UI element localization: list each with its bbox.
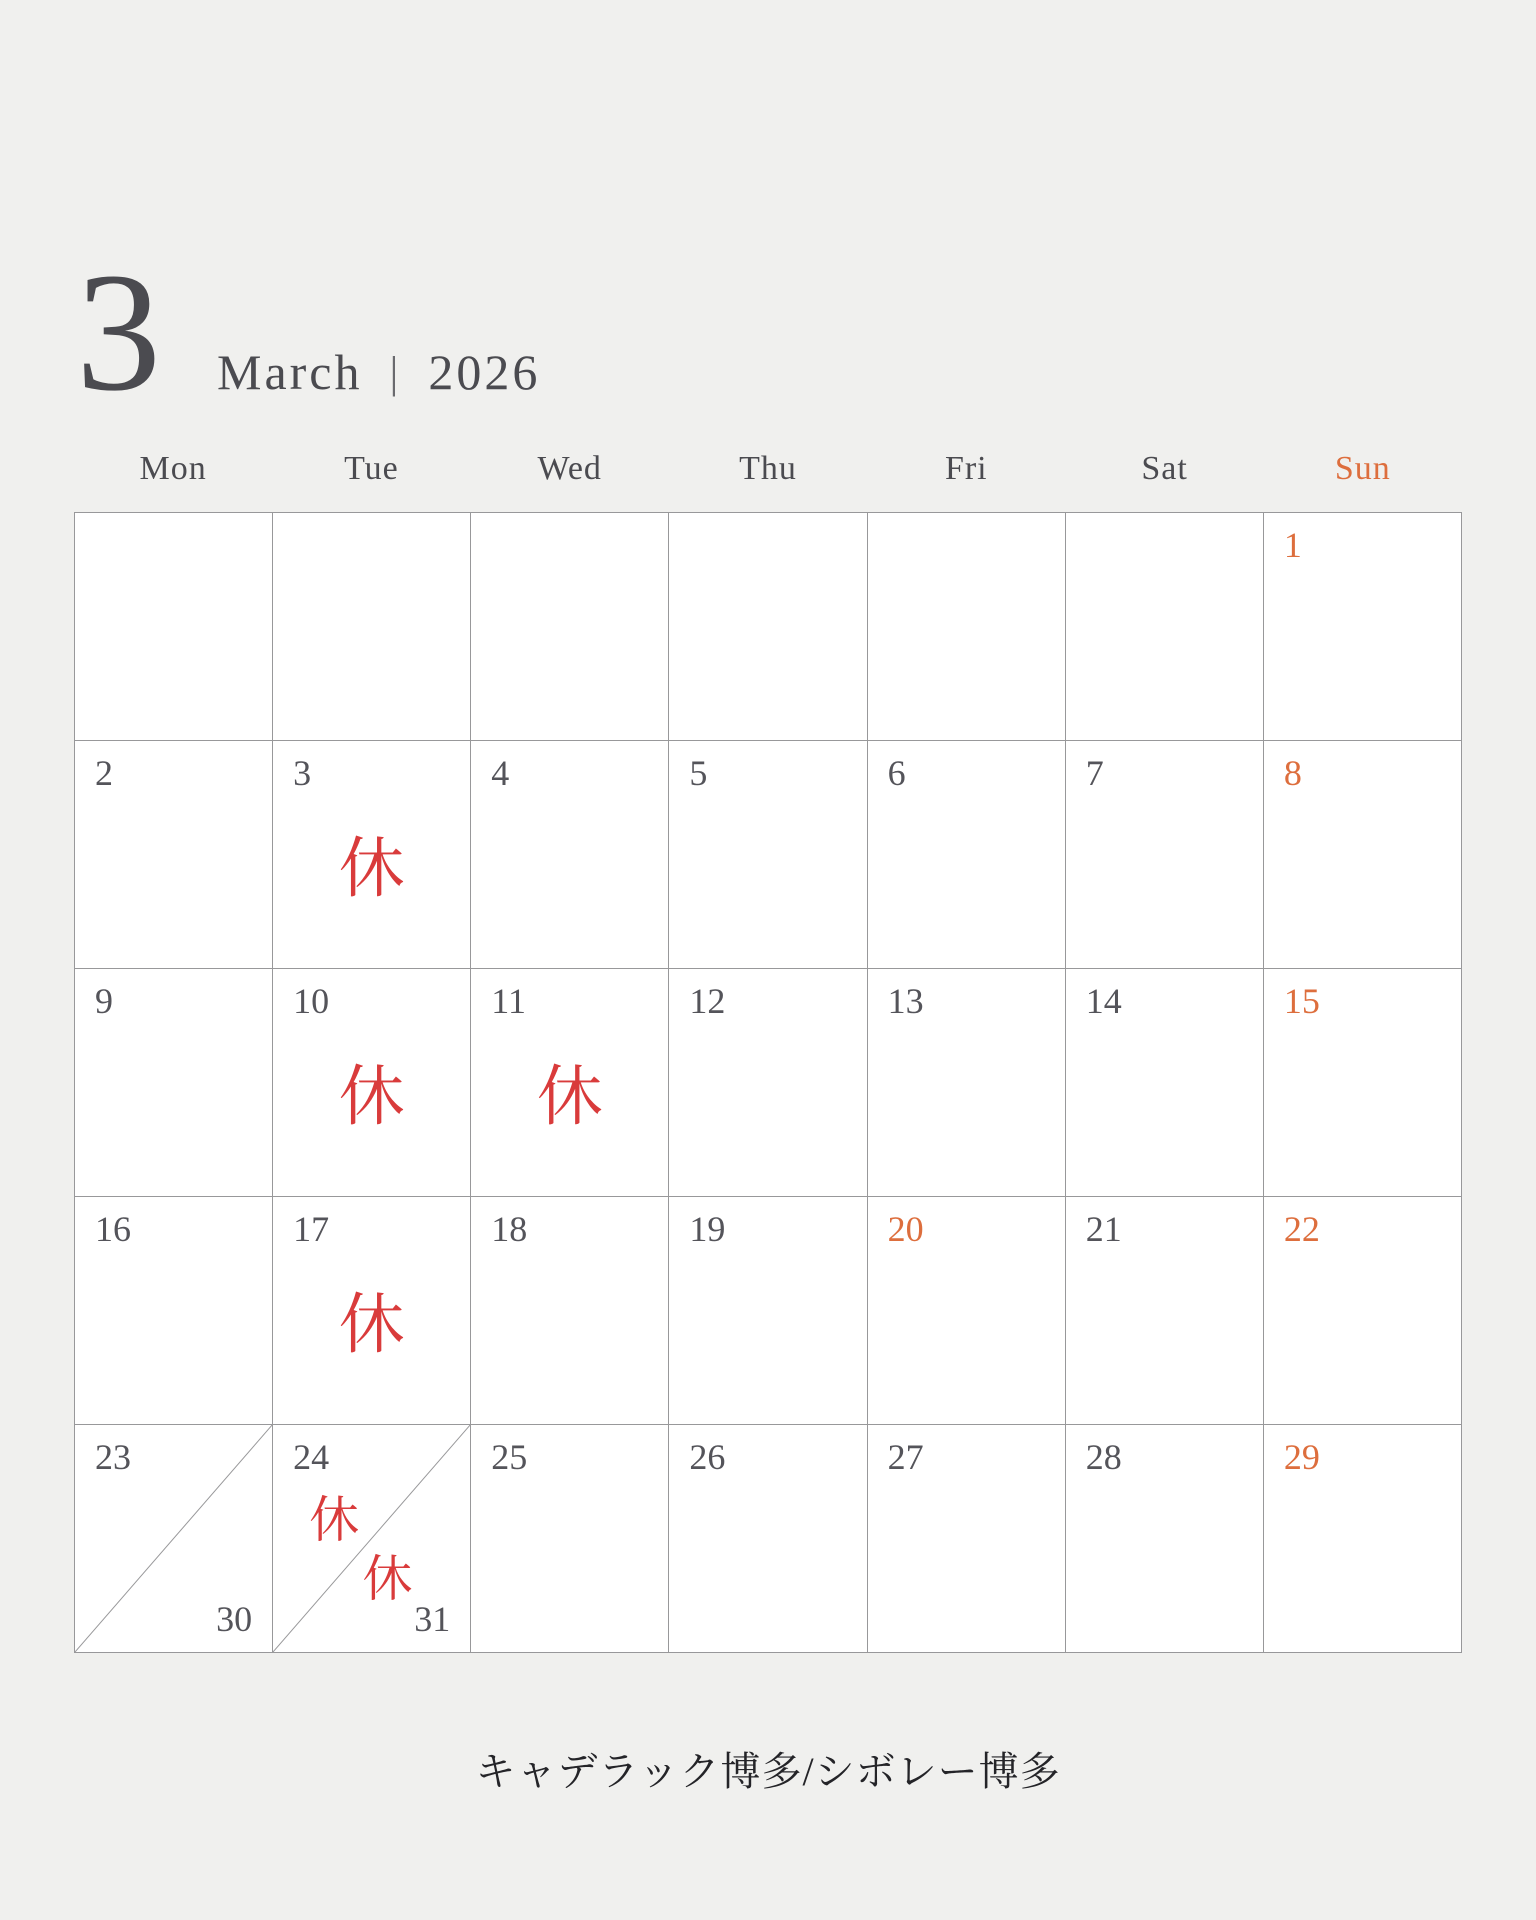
calendar-cell-7 xyxy=(1066,741,1264,969)
calendar-cell-5 xyxy=(669,741,867,969)
calendar-grid xyxy=(74,512,1462,1653)
date-label: 9 xyxy=(95,981,113,1021)
calendar-cell-empty xyxy=(868,513,1066,741)
calendar-cell-empty xyxy=(1066,513,1264,741)
weekday-label-mon: Mon xyxy=(139,450,207,487)
calendar-cell-20 xyxy=(868,1197,1066,1425)
calendar-cell-empty xyxy=(471,513,669,741)
month-name: March xyxy=(217,344,363,400)
date-label: 25 xyxy=(491,1437,528,1477)
calendar-cell-9 xyxy=(75,969,273,1197)
calendar-cell-13 xyxy=(868,969,1066,1197)
date-label: 17 xyxy=(293,1209,330,1249)
closed-marker: 休 xyxy=(309,1492,360,1549)
calendar-cell-14 xyxy=(1066,969,1264,1197)
calendar-cell-23 xyxy=(75,1425,273,1653)
calendar-cell-25 xyxy=(471,1425,669,1653)
calendar-cell-empty xyxy=(273,513,471,741)
weekday-header-row xyxy=(74,452,1462,486)
dealer-name: キャデラック博多/シボレー博多 xyxy=(475,1749,1061,1794)
calendar-cell-28 xyxy=(1066,1425,1264,1653)
month-header xyxy=(76,238,541,426)
date-label: 3 xyxy=(293,753,312,793)
date-label: 20 xyxy=(887,1209,924,1249)
date-label-secondary: 30 xyxy=(216,1599,253,1640)
date-label: 24 xyxy=(293,1437,330,1477)
date-label: 21 xyxy=(1085,1209,1122,1249)
date-label: 12 xyxy=(689,981,726,1021)
calendar-cell-2 xyxy=(75,741,273,969)
date-label: 1 xyxy=(1283,525,1302,565)
closed-marker: 休 xyxy=(338,1289,405,1363)
month-subtitle xyxy=(217,343,540,401)
date-label: 27 xyxy=(887,1437,924,1477)
weekday-label-sat: Sat xyxy=(1141,450,1188,487)
calendar-cell-18 xyxy=(471,1197,669,1425)
year-label: 2026 xyxy=(428,344,541,400)
closed-marker: 休 xyxy=(536,1061,603,1135)
calendar-cell-11 xyxy=(471,969,669,1197)
date-label: 15 xyxy=(1283,981,1320,1021)
calendar-cell-22 xyxy=(1264,1197,1462,1425)
calendar-cell-17 xyxy=(273,1197,471,1425)
calendar-cell-26 xyxy=(669,1425,867,1653)
calendar-cell-24 xyxy=(273,1425,471,1653)
closed-marker: 休 xyxy=(338,1061,405,1135)
date-label: 13 xyxy=(887,981,924,1021)
calendar-cell-27 xyxy=(868,1425,1066,1653)
closed-marker: 休 xyxy=(362,1551,413,1608)
calendar-cell-10 xyxy=(273,969,471,1197)
date-label: 5 xyxy=(689,753,708,793)
calendar-cell-4 xyxy=(471,741,669,969)
calendar-cell-3 xyxy=(273,741,471,969)
date-label: 2 xyxy=(95,753,113,793)
closed-marker: 休 xyxy=(338,833,405,907)
calendar-cell-16 xyxy=(75,1197,273,1425)
header-divider: | xyxy=(389,348,402,397)
page-footer xyxy=(0,1740,1536,1797)
calendar-cell-1 xyxy=(1264,513,1462,741)
date-label: 10 xyxy=(293,981,330,1021)
date-label: 23 xyxy=(95,1437,131,1477)
calendar-cell-12 xyxy=(669,969,867,1197)
date-label: 11 xyxy=(491,981,526,1021)
weekday-label-wed: Wed xyxy=(537,450,602,487)
date-label: 8 xyxy=(1283,753,1302,793)
weekday-label-thu: Thu xyxy=(739,450,797,487)
date-label: 6 xyxy=(887,753,906,793)
date-label: 22 xyxy=(1283,1209,1320,1249)
calendar-cell-empty xyxy=(75,513,273,741)
weekday-label-fri: Fri xyxy=(944,450,988,487)
date-label-secondary: 31 xyxy=(414,1599,451,1640)
calendar-cell-19 xyxy=(669,1197,867,1425)
date-label: 18 xyxy=(491,1209,528,1249)
date-label: 28 xyxy=(1085,1437,1122,1477)
weekday-label-sun: Sun xyxy=(1334,450,1391,487)
calendar-cell-21 xyxy=(1066,1197,1264,1425)
calendar-cell-29 xyxy=(1264,1425,1462,1653)
date-label: 7 xyxy=(1085,753,1104,793)
calendar-cell-8 xyxy=(1264,741,1462,969)
date-label: 16 xyxy=(95,1209,131,1249)
date-label: 19 xyxy=(689,1209,726,1249)
date-label: 29 xyxy=(1283,1437,1320,1477)
calendar-cell-empty xyxy=(669,513,867,741)
date-label: 4 xyxy=(491,753,510,793)
weekday-label-tue: Tue xyxy=(344,450,399,487)
date-label: 14 xyxy=(1085,981,1122,1021)
calendar-cell-15 xyxy=(1264,969,1462,1197)
date-label: 26 xyxy=(689,1437,726,1477)
calendar-cell-6 xyxy=(868,741,1066,969)
month-number: 3 xyxy=(76,238,161,426)
